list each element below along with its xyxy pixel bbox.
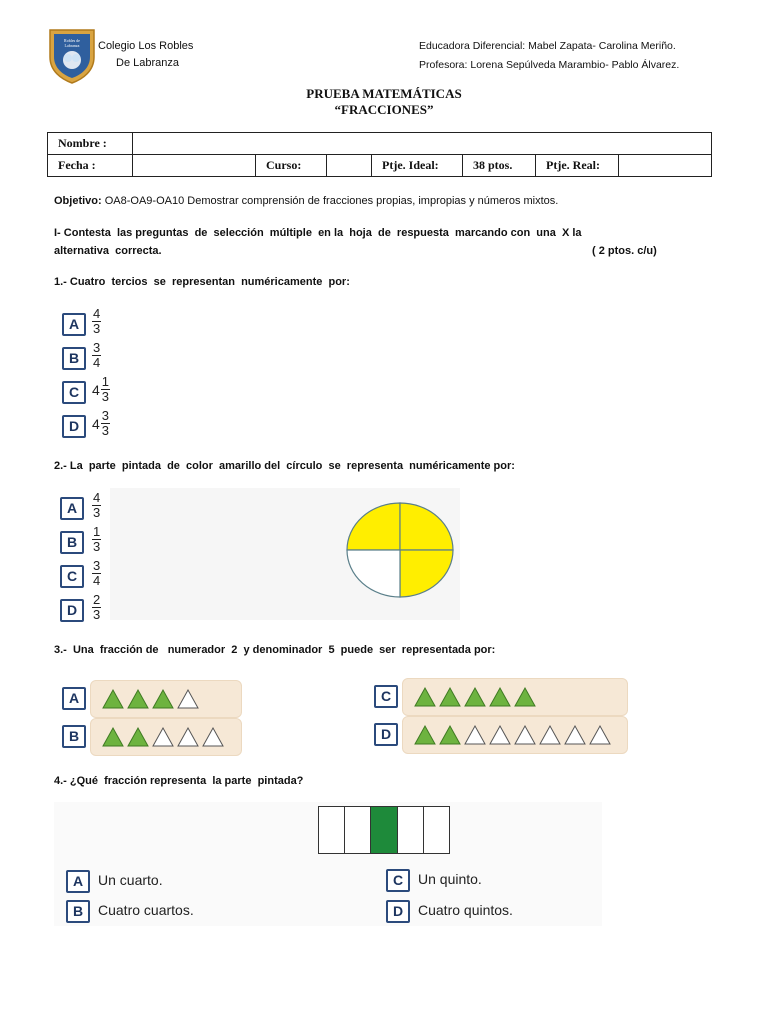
bar-part-empty [424,807,449,853]
numerator: 1 [93,524,101,539]
ideal-score-value: 38 ptos. [463,155,536,177]
triangle-empty [178,690,198,708]
circle-part-shaded [400,550,453,597]
mixed-whole: 4 [92,415,100,432]
course-field[interactable] [327,155,372,177]
school-shield-icon [48,27,96,85]
denominator: 3 [101,423,110,438]
q1-option-a[interactable]: A [62,313,86,336]
triangle-empty [203,728,223,746]
q2-option-c[interactable]: C [60,565,84,588]
q4-option-c[interactable]: C [386,869,410,892]
instructions-points: ( 2 ptos. c/u) [592,245,657,257]
circle-part-shaded [400,503,453,550]
q2-option-c-value [92,559,101,588]
q1-option-b[interactable]: B [62,347,86,370]
date-field[interactable] [133,155,256,177]
real-score-label: Ptje. Real: [536,155,619,177]
numerator: 3 [93,340,101,355]
q1-option-b-value [92,341,101,370]
objective-text: OA8-OA9-OA10 Demostrar comprensión de fracciones propias, impropias y números mixtos. [101,195,559,207]
q3-option-d-triangles [402,716,628,754]
instructions-line2: alternativa correcta. [54,245,162,257]
q2-option-a[interactable]: A [60,497,84,520]
q3-option-b-triangles [90,718,242,756]
triangle-filled [128,728,148,746]
teachers-line: Profesora: Lorena Sepúlveda Marambio- Pablo Álvarez. [419,59,680,71]
fraction [92,559,101,588]
fraction [92,491,101,520]
q4-option-d-text: Cuatro quintos. [418,902,513,918]
question-4: 4.- ¿Qué fracción representa la parte pintada? [54,775,304,787]
q2-option-d-value [92,593,101,622]
bar-part-empty [345,807,371,853]
q3-option-c-triangles [402,678,628,716]
denominator: 4 [93,573,101,588]
triangle-empty [465,726,485,744]
numerator: 4 [93,306,101,321]
name-field[interactable] [133,133,712,155]
triangle-empty [490,726,510,744]
question-3: 3.- Una fracción de numerador 2 y denominador 5 puede ser representada por: [54,644,496,656]
bar-part-shaded [371,807,397,853]
q3-option-a[interactable]: A [62,687,86,710]
date-label: Fecha : [48,155,133,177]
q4-option-a[interactable]: A [66,870,90,893]
objective [54,195,558,207]
ideal-score-label: Ptje. Ideal: [372,155,463,177]
triangle-empty [590,726,610,744]
q1-option-d-value [92,409,110,438]
triangle-filled [153,690,173,708]
denominator: 3 [93,505,101,520]
real-score-field[interactable] [619,155,712,177]
course-label: Curso: [256,155,327,177]
question-1: 1.- Cuatro tercios se representan numéricamente por: [54,276,350,288]
triangle-filled [415,726,435,744]
triangle-group [91,719,241,755]
q1-option-d[interactable]: D [62,415,86,438]
q3-option-b[interactable]: B [62,725,86,748]
q3-option-a-triangles [90,680,242,718]
fraction [92,341,101,370]
test-subtitle: “FRACCIONES” [334,102,434,117]
q4-option-b[interactable]: B [66,900,90,923]
fraction [92,307,101,336]
triangle-filled [128,690,148,708]
numerator: 1 [101,374,110,389]
triangle-filled [415,688,435,706]
triangle-group [403,679,627,715]
name-label: Nombre : [48,133,133,155]
instructions-line1: I- Contesta las preguntas de selección múltiple en la hoja de respuesta marcando con una X la [54,227,582,239]
q1-option-a-value [92,307,101,336]
fraction [101,409,110,438]
q4-option-a-text: Un cuarto. [98,872,163,888]
circle-part-shaded [347,503,400,550]
fraction [92,525,101,554]
school-name-line2: De Labranza [116,57,179,69]
question-2: 2.- La parte pintada de color amarillo del círculo se representa numéricamente por: [54,460,515,472]
q2-option-b-value [92,525,101,554]
educators-line: Educadora Diferencial: Mabel Zapata- Carolina Meriño. [419,40,676,52]
q2-option-a-value [92,491,101,520]
q4-option-d[interactable]: D [386,900,410,923]
triangle-filled [515,688,535,706]
fraction [101,375,110,404]
q3-option-c[interactable]: C [374,685,398,708]
circle-part-unshaded [347,550,400,597]
numerator: 2 [93,592,101,607]
numerator: 3 [93,558,101,573]
fraction [92,593,101,622]
objective-label: Objetivo: [54,195,102,207]
school-logo [48,27,96,85]
q3-option-d[interactable]: D [374,723,398,746]
triangle-filled [103,728,123,746]
triangle-filled [465,688,485,706]
school-name [98,38,193,72]
triangle-empty [540,726,560,744]
triangle-group [91,681,241,717]
denominator: 3 [101,389,110,404]
triangle-empty [565,726,585,744]
q1-option-c[interactable]: C [62,381,86,404]
bar-part-empty [319,807,345,853]
mixed-whole: 4 [92,381,100,398]
logo-text: Robles de Labranza [64,38,80,48]
triangle-empty [515,726,535,744]
staff-info [419,37,679,75]
denominator: 3 [93,321,101,336]
triangle-empty [178,728,198,746]
numerator: 3 [101,408,110,423]
denominator: 3 [93,539,101,554]
denominator: 4 [93,355,101,370]
numerator: 4 [93,490,101,505]
q1-option-c-value [92,375,110,404]
q4-option-c-text: Un quinto. [418,871,482,887]
q4-option-b-text: Cuatro cuartos. [98,902,194,918]
bar-part-empty [398,807,424,853]
triangle-group [403,717,627,753]
fraction-bar [318,806,450,854]
triangle-filled [103,690,123,708]
test-title: PRUEBA MATEMÁTICAS [306,86,462,101]
student-info-table [47,132,712,177]
fraction-circle [346,502,454,598]
school-name-line1: Colegio Los Robles [98,40,194,52]
denominator: 3 [93,607,101,622]
triangle-filled [440,726,460,744]
triangle-filled [440,688,460,706]
q2-option-d[interactable]: D [60,599,84,622]
triangle-filled [490,688,510,706]
q2-option-b[interactable]: B [60,531,84,554]
triangle-empty [153,728,173,746]
